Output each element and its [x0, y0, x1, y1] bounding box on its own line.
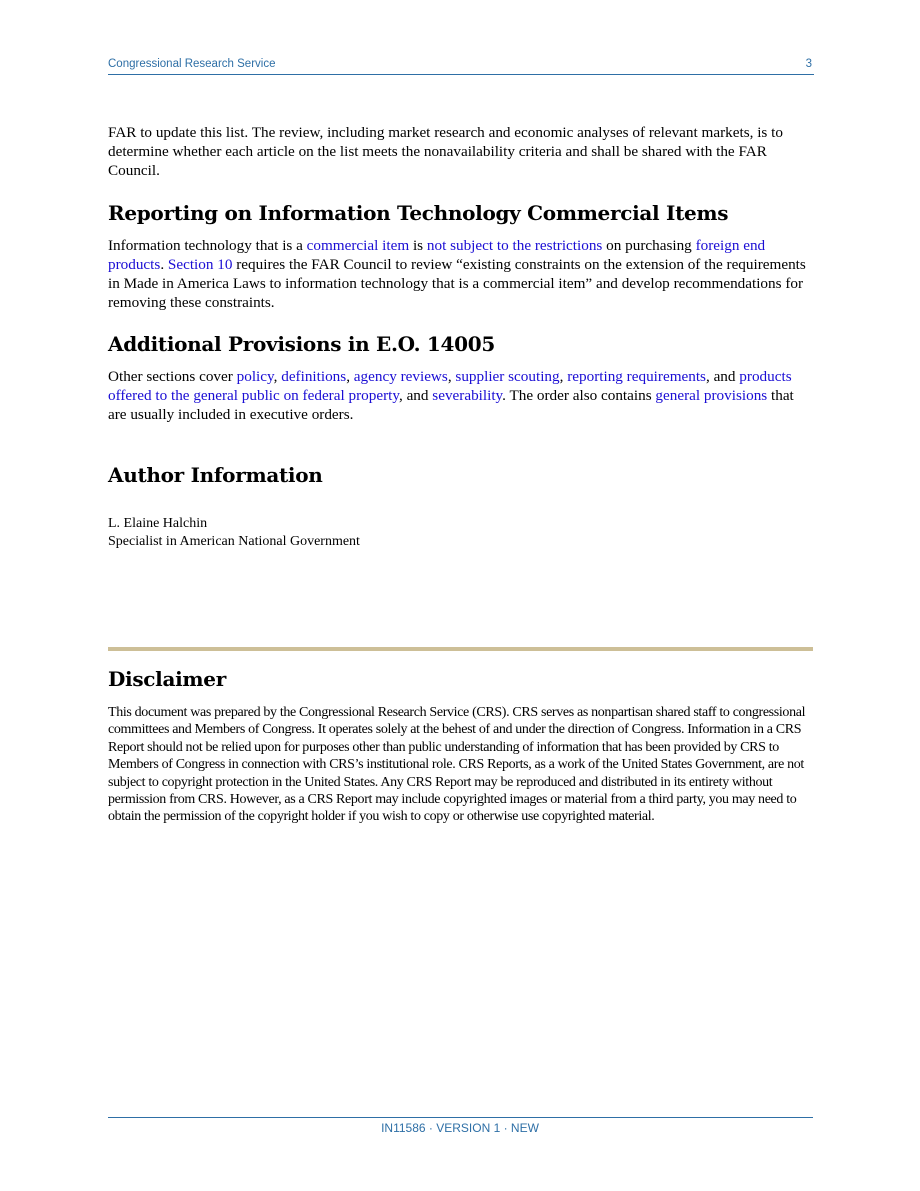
page-header — [108, 56, 814, 75]
text-span: that are usually included in executive orders. — [108, 387, 794, 423]
author-name: L. Elaine Halchin — [108, 516, 208, 531]
text-span: , and — [705, 368, 740, 385]
text-span: on purchasing — [602, 237, 696, 254]
text-span: is — [409, 237, 427, 254]
disclaimer-text: This document was prepared by the Congressional Research Service (CRS). CRS serves as nonpartisan shared staff to congressional committees and Members of Congress. It operates solely at the behest of and under the direction of Congress. Information in a CRS Report should not be relied upon for purposes other than public understanding of information that has been provided by CRS to Members of Congress in connection with CRS’s institutional role. CRS Reports, as a work of the United States Government, are not subject to copyright protection in the United States. Any CRS Report may be reproduced and distributed in its entirety without permission from CRS. However, as a CRS Report may include copyrighted images or material from a third party, you may need to obtain the permission of the copyright holder if you wish to copy or otherwise use copyrighted material. — [108, 705, 806, 825]
text-span: Information technology that is a — [108, 237, 307, 254]
link-commercial-item[interactable]: commercial item — [306, 237, 410, 254]
text-span: Other sections cover — [108, 368, 237, 385]
header-page-number: 3 — [805, 58, 812, 70]
link-reporting-requirements[interactable]: reporting requirements — [567, 368, 706, 385]
text-span: requires the FAR Council to review “existing constraints on the extension of the requirements in Made in America Laws to information technology that is a commercial item” and develop recommendations for removing these constraints. — [108, 256, 806, 311]
text-span: . The order also contains — [502, 387, 656, 404]
link-agency-reviews[interactable]: agency reviews — [353, 368, 448, 385]
far-paragraph: FAR to update this list. The review, including market research and economic analyses of relevant markets, is to determine whether each article on the list meets the nonavailability criteria and shall be shared with the FAR Council. — [108, 124, 783, 179]
link-definitions[interactable]: definitions — [281, 368, 347, 385]
additional-provisions-paragraph — [108, 367, 816, 424]
disclaimer-divider — [108, 647, 813, 651]
link-foreign-end-products[interactable]: foreign end products — [108, 237, 766, 273]
footer-divider — [108, 1117, 813, 1118]
text-span: , — [346, 368, 354, 385]
link-severability[interactable]: severability — [432, 387, 503, 404]
author-information-heading: Author Information — [108, 463, 323, 487]
link-section-10[interactable]: Section 10 — [167, 256, 233, 273]
author-title: Specialist in American National Government — [108, 534, 360, 549]
reporting-heading: Reporting on Information Technology Commercial Items — [108, 201, 729, 225]
link-products-general-public[interactable]: products offered to the general public on federal property — [108, 368, 792, 404]
link-not-subject-restrictions[interactable]: not subject to the restrictions — [426, 237, 603, 254]
link-policy[interactable]: policy — [236, 368, 274, 385]
header-service-name: Congressional Research Service — [108, 58, 276, 70]
disclaimer-heading: Disclaimer — [108, 667, 226, 691]
link-supplier-scouting[interactable]: supplier scouting — [455, 368, 560, 385]
text-span: , — [447, 368, 456, 385]
text-span: , — [273, 368, 282, 385]
footer-report-id: IN11586 · VERSION 1 · NEW — [381, 1121, 539, 1135]
link-general-provisions[interactable]: general provisions — [655, 387, 768, 404]
additional-provisions-heading: Additional Provisions in E.O. 14005 — [108, 332, 495, 356]
text-span: , and — [398, 387, 433, 404]
text-span: , — [559, 368, 568, 385]
reporting-paragraph — [108, 236, 816, 312]
text-span: . — [160, 256, 168, 273]
